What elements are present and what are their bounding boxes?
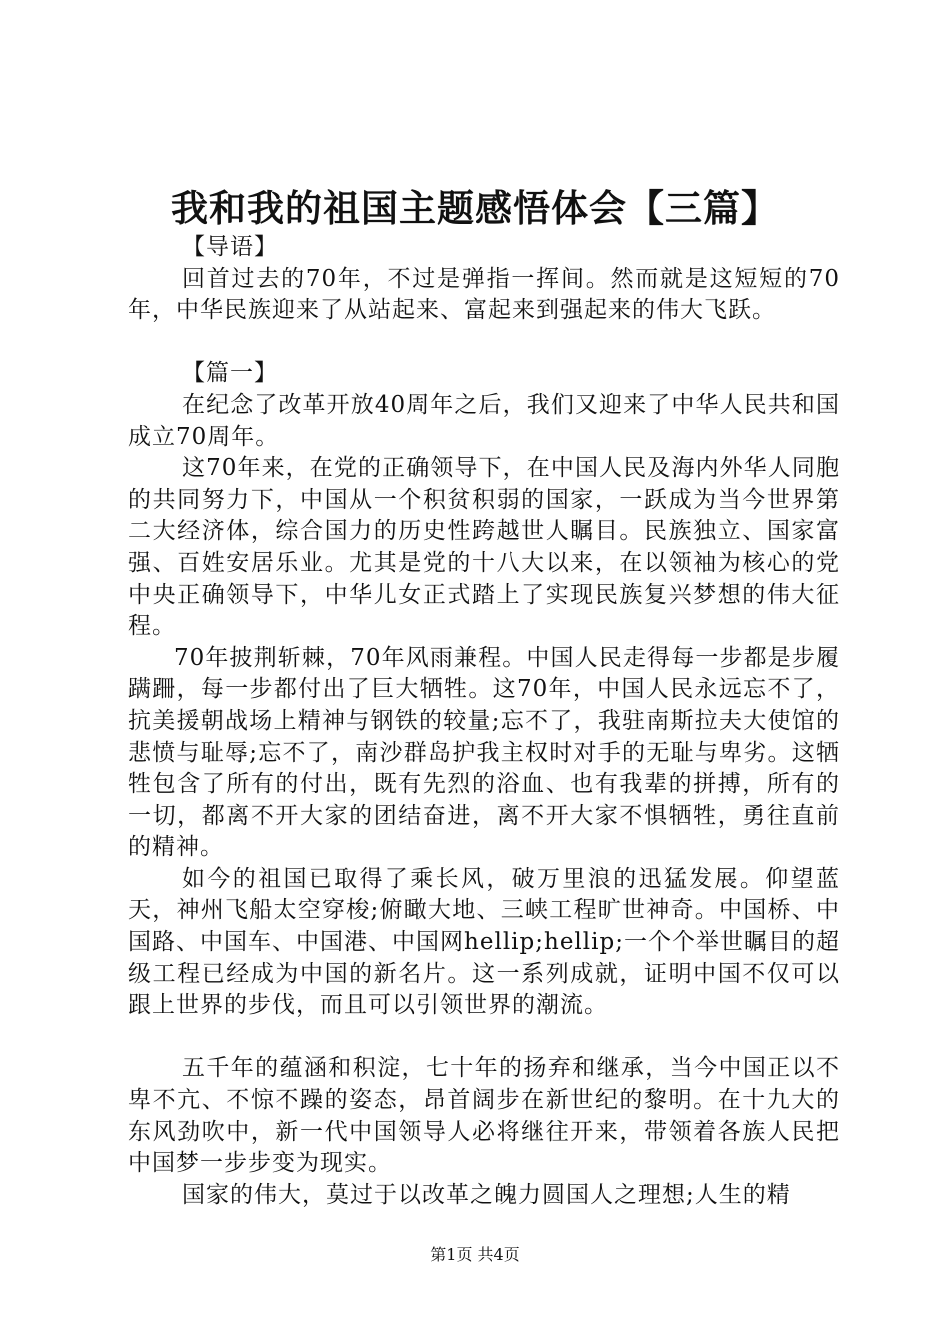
document-body bbox=[128, 232, 840, 1211]
body-paragraph: 国家的伟大，莫过于以改革之魄力圆国人之理想;人生的精 bbox=[182, 1181, 791, 1208]
body-paragraph: 五千年的蕴涵和积淀，七十年的扬弃和继承，当今中国正以不卑不亢、不惊不躁的姿态，昂首阔步在新世纪的黎明。在十九大的东风劲吹中，新一代中国领导人必将继往开来，带领着各族人民把中国梦一步步变为现实。 bbox=[128, 1055, 840, 1177]
section-heading: 【篇一】 bbox=[182, 360, 278, 387]
intro-paragraph: 回首过去的70年，不过是弹指一挥间。然而就是这短短的70年，中华民族迎来了从站起来、富起来到强起来的伟大飞跃。 bbox=[128, 265, 840, 324]
intro-heading: 【导语】 bbox=[182, 234, 278, 260]
body-paragraph: 在纪念了改革开放40周年之后，我们又迎来了中华人民共和国成立70周年。 bbox=[128, 391, 840, 450]
body-paragraph: 如今的祖国已取得了乘长风，破万里浪的迅猛发展。仰望蓝天，神州飞船太空穿梭;俯瞰大地、三峡工程旷世神奇。中国桥、中国路、中国车、中国港、中国网hellip;hellip;一个个举世瞩目的超级工程已经成为中国的新名片。这一系列成就，证明中国不仅可以跟上世界的步伐，而且可以引领世界的潮流。 bbox=[128, 865, 840, 1019]
body-paragraph: 70年披荆斩棘，70年风雨兼程。中国人民走得每一步都是步履蹒跚，每一步都付出了巨大牺牲。这70年，中国人民永远忘不了，抗美援朝战场上精神与钢铁的较量;忘不了，我驻南斯拉夫大使馆的悲愤与耻辱;忘不了，南沙群岛护我主权时对手的无耻与卑劣。这牺牲包含了所有的付出，既有先烈的浴血、也有我辈的拼搏，所有的一切，都离不开大家的团结奋进，离不开大家不惧牺牲，勇往直前的精神。 bbox=[128, 644, 840, 861]
document-title: 我和我的祖国主题感悟体会【三篇】 bbox=[171, 186, 779, 230]
body-paragraph: 这70年来，在党的正确领导下，在中国人民及海内外华人同胞的共同努力下，中国从一个积贫积弱的国家，一跃成为当今世界第二大经济体，综合国力的历史性跨越世人瞩目。民族独立、国家富强、百姓安居乐业。尤其是党的十八大以来，在以领袖为核心的党中央正确领导下，中华儿女正式踏上了实现民族复兴梦想的伟大征程。 bbox=[128, 455, 840, 640]
paragraph-spacer bbox=[128, 327, 840, 359]
paragraph-spacer bbox=[128, 1022, 840, 1054]
page-number-footer: 第1页 共4页 bbox=[430, 1245, 520, 1264]
